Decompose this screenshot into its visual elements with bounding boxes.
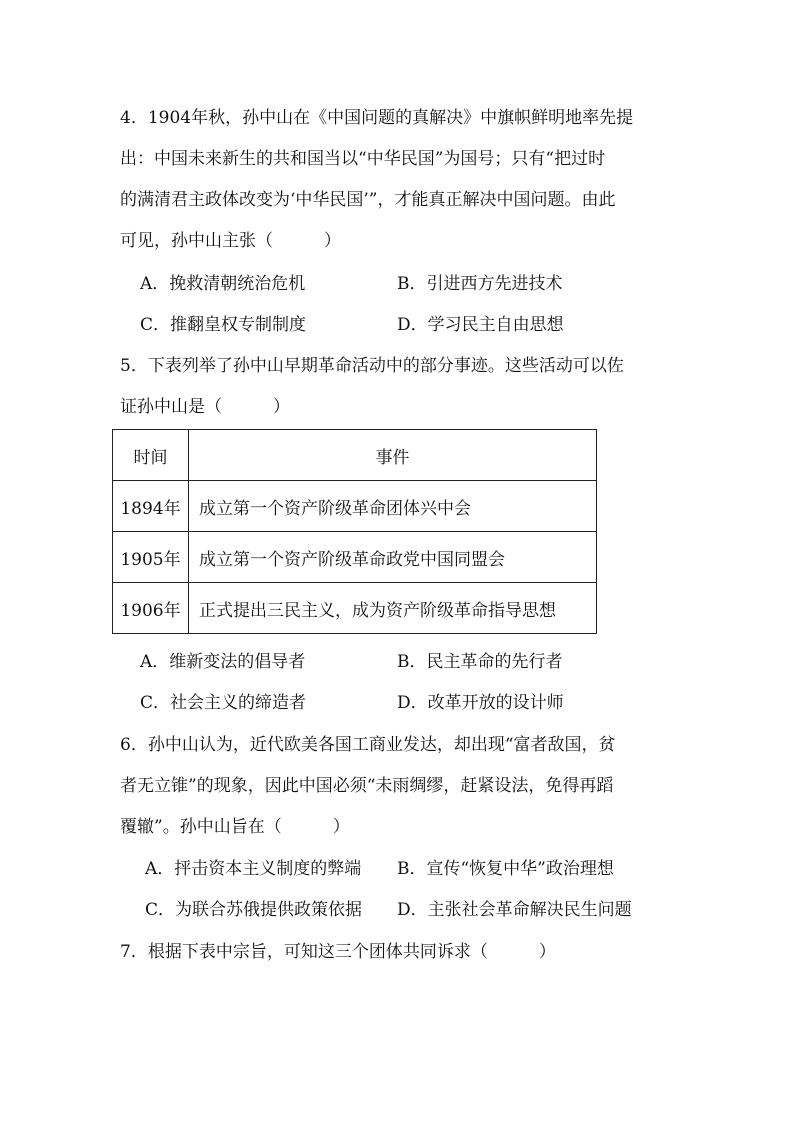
question-6-line-2: 者无立锥”的现象，因此中国必须“未雨绸缪，赶紧设法，免得再蹈 xyxy=(120,776,614,796)
question-4-line-3: 的满清君主政体改变为‘中华民国’”，才能真正解决中国问题。由此 xyxy=(120,190,616,210)
table-row xyxy=(113,481,597,532)
question-4-option-b: B．引进西方先进技术 xyxy=(397,274,563,294)
question-4-option-c: C．推翻皇权专制制度 xyxy=(140,315,307,335)
table-cell-event: 正式提出三民主义，成为资产阶级革命指导思想 xyxy=(189,583,597,634)
question-6-option-a: A．抨击资本主义制度的弊端 xyxy=(145,859,362,879)
table-header-event: 事件 xyxy=(189,430,597,481)
table-cell-time: 1905年 xyxy=(113,532,189,583)
question-6-option-c: C．为联合苏俄提供政策依据 xyxy=(145,900,363,920)
question-6-line-3: 覆辙”。孙中山旨在（ ） xyxy=(120,817,350,837)
question-5-option-c: C．社会主义的缔造者 xyxy=(140,693,307,713)
table-cell-event: 成立第一个资产阶级革命团体兴中会 xyxy=(189,481,597,532)
table-cell-time: 1894年 xyxy=(113,481,189,532)
table-cell-time: 1906年 xyxy=(113,583,189,634)
table-header-row xyxy=(113,430,597,481)
question-4-line-1: 4．1904年秋，孙中山在《中国问题的真解决》中旗帜鲜明地率先提 xyxy=(120,108,634,128)
question-5-line-1: 5．下表列举了孙中山早期革命活动中的部分事迹。这些活动可以佐 xyxy=(120,356,624,376)
table-header-time: 时间 xyxy=(113,430,189,481)
question-5-option-a: A．维新变法的倡导者 xyxy=(140,652,306,672)
question-5-option-b: B．民主革命的先行者 xyxy=(397,652,563,672)
table-cell-event: 成立第一个资产阶级革命政党中国同盟会 xyxy=(189,532,597,583)
question-4-option-d: D．学习民主自由思想 xyxy=(397,315,564,335)
question-7-line-1: 7．根据下表中宗旨，可知这三个团体共同诉求（ ） xyxy=(120,942,556,962)
question-5-option-d: D．改革开放的设计师 xyxy=(397,693,564,713)
question-4-option-a: A．挽救清朝统治危机 xyxy=(140,274,306,294)
events-table xyxy=(112,429,597,634)
table-row xyxy=(113,583,597,634)
question-6-line-1: 6．孙中山认为，近代欧美各国工商业发达，却出现“富者敌国，贫 xyxy=(120,735,616,755)
question-4-line-2: 出：中国未来新生的共和国当以“中华民国”为国号；只有“把过时 xyxy=(120,149,606,169)
question-6-option-b: B．宣传“恢复中华”政治理想 xyxy=(397,859,614,879)
question-5-line-2: 证孙中山是（ ） xyxy=(120,397,290,417)
question-4-line-4: 可见，孙中山主张（ ） xyxy=(120,231,341,251)
table-row xyxy=(113,532,597,583)
question-6-option-d: D．主张社会革命解决民生问题 xyxy=(397,900,632,920)
